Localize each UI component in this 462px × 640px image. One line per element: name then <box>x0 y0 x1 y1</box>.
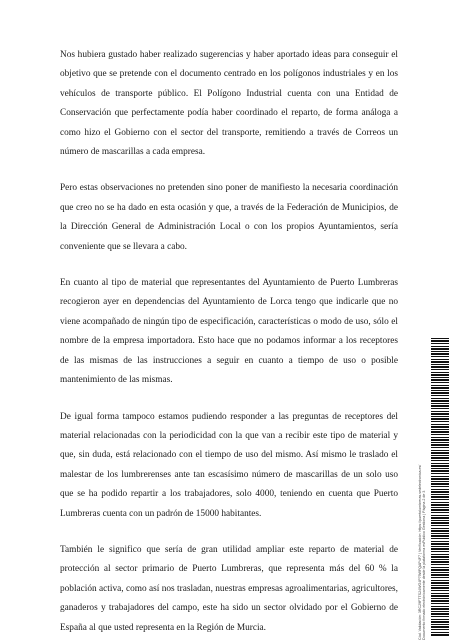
paragraph-4: De igual forma tampoco estamos pudiendo responder a las preguntas de receptores del material relacionadas con la periodicidad con la que van a recibir este tipo de material y que, sin duda, está relacionado con el tiempo de uso del mismo. Así mismo le traslado el malestar de los lumbrerenses ante tan escasísimo número de mascarillas de un solo uso que se ha podido repartir a los trabajadores, solo 4000, teniendo en cuenta que Puerto Lumbreras cuenta con un padrón de 15000 habitantes. <box>60 411 398 519</box>
paragraph-1: Nos hubiera gustado haber realizado sugerencias y haber aportado ideas para conseguir el objetivo que se pretende con el documento centrado en los polígonos industriales y en los vehículos de transporte público. El Polígono Industrial cuenta con una Entidad de Conservación que perfectamente podía haber coordinado el reparto, de forma análoga a como hizo el Gobierno con el sector del transporte, remitiendo a través de Correos un número de mascarillas a cada empresa. <box>60 50 398 158</box>
validation-sidebar <box>418 380 427 640</box>
letter-body <box>60 46 398 638</box>
barcode-icon <box>431 338 449 636</box>
signature-info-line: Documento firmado electrónicamente desde la plataforma esPublico Gestiona | Página 2 de 3 <box>422 490 427 640</box>
paragraph-2: Pero estas observaciones no pretenden sino poner de manifiesto la necesaria coordinación que creo no se ha dado en esta ocasión y que, a través de la Federación de Municipios, de la Dirección General de Administración Local o con los propios Ayuntamientos, sería conveniente que se llevara a cabo. <box>60 183 398 252</box>
paragraph-5: También le significo que sería de gran utilidad ampliar este reparto de material de protección al sector primario de Puerto Lumbreras, que representa más del 60 % la población activa, como así nos trasladan, nuestras empresas agroalimentarias, agricultores, ganaderos y trabajadores del campo, este ha sido un sector olvidado por el Gobierno de España al que usted representa en la Región de Murcia. <box>60 544 398 633</box>
validation-code-line: Cód. Validación: 3RC29FTTS24WG4P79WFQAP4F7 | Verificación: https://puertolumbreras.sedelectronica.es/ <box>418 464 422 640</box>
paragraph-3: En cuanto al tipo de material que representantes del Ayuntamiento de Puerto Lumbreras recogieron ayer en dependencias del Ayuntamiento de Lorca tengo que indicarle que no viene acompañado de ningún tipo de especificación, características o modo de uso, sólo el nombre de la empresa importadora. Esto hace que no podamos informar a los receptores de las mismas de las instrucciones a seguir en cuanto a tiempo de uso o posible mantenimiento de las mismas. <box>60 278 398 386</box>
